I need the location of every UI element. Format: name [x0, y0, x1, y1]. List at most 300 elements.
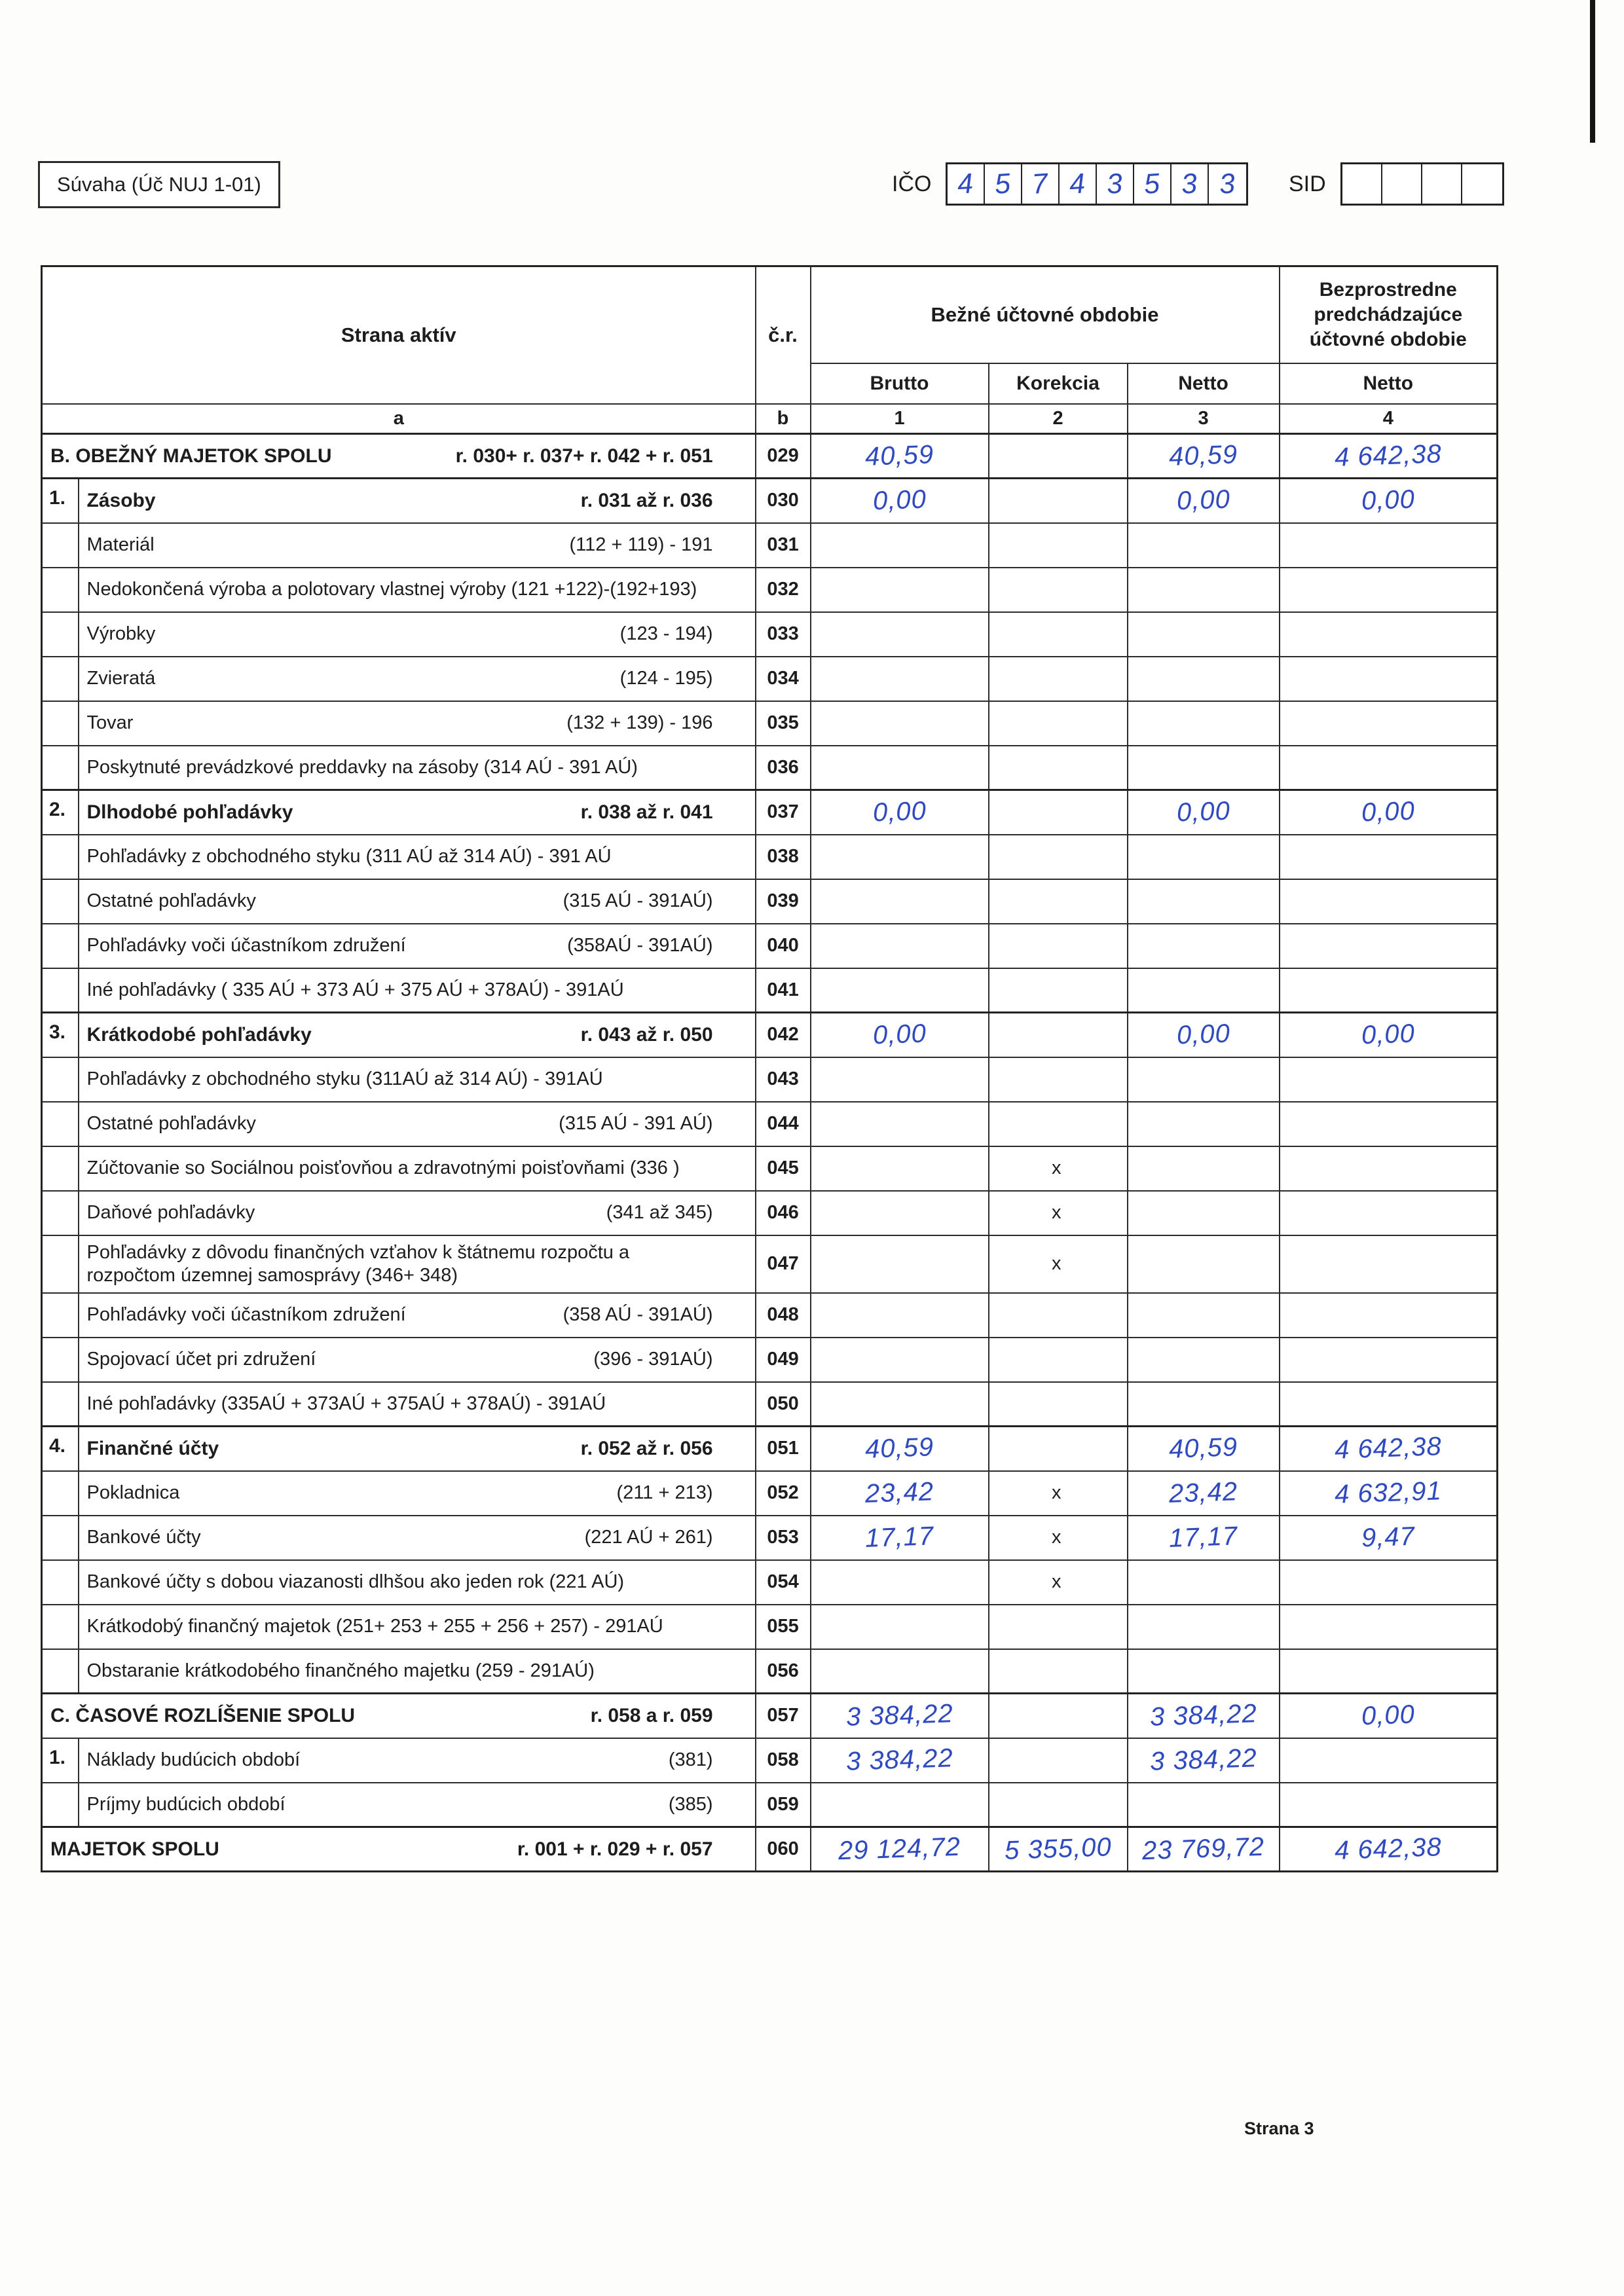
row-label-cell	[79, 790, 756, 835]
table-row	[42, 1191, 1498, 1235]
cell-netto	[1128, 968, 1280, 1013]
handwritten-value: 0,00	[1361, 796, 1416, 828]
ico-field-group	[892, 162, 1248, 206]
row-line-number: 039	[756, 879, 811, 924]
row-label: Materiál	[86, 534, 155, 555]
printed-x-mark: x	[1052, 1482, 1061, 1503]
cell-netto	[1128, 1235, 1280, 1293]
cell-brutto	[811, 968, 989, 1013]
row-section-number	[42, 1471, 79, 1516]
row-account-formula: (132 + 139) - 196	[566, 712, 713, 733]
cell-brutto	[811, 1102, 989, 1146]
cell-brutto	[811, 568, 989, 612]
cell-brutto	[811, 924, 989, 968]
row-line-number: 050	[756, 1382, 811, 1427]
handwritten-value: 3 384,22	[1149, 1743, 1258, 1776]
cell-netto-previous	[1280, 612, 1498, 657]
row-account-formula: (358 AÚ - 391AÚ)	[563, 1304, 713, 1325]
row-line-number: 042	[756, 1013, 811, 1057]
cell-korekcia	[989, 924, 1128, 968]
table-row	[42, 1146, 1498, 1191]
cell-netto-previous	[1280, 1605, 1498, 1649]
cell-netto-previous	[1280, 1516, 1498, 1560]
cell-netto-previous	[1280, 924, 1498, 968]
cell-korekcia	[989, 1560, 1128, 1605]
cell-netto-previous	[1280, 568, 1498, 612]
row-account-formula: (112 + 119) - 191	[569, 534, 713, 555]
table-row	[42, 1293, 1498, 1338]
row-section-number	[42, 1783, 79, 1827]
row-label-cell	[79, 835, 756, 879]
row-section-number	[42, 701, 79, 746]
row-label-cell	[79, 657, 756, 701]
handwritten-value: 0,00	[872, 796, 927, 828]
cell-netto	[1128, 1102, 1280, 1146]
cell-netto-previous	[1280, 1191, 1498, 1235]
row-line-number: 041	[756, 968, 811, 1013]
cell-netto-previous	[1280, 657, 1498, 701]
cell-netto-previous	[1280, 1649, 1498, 1694]
table-row	[42, 1516, 1498, 1560]
row-section-number	[42, 1382, 79, 1427]
scan-edge-artifact	[1590, 0, 1595, 143]
cell-brutto	[811, 1516, 989, 1560]
row-label-cell	[79, 1516, 756, 1560]
cell-netto	[1128, 1146, 1280, 1191]
cell-netto-previous	[1280, 1235, 1498, 1293]
row-label-cell	[79, 1738, 756, 1783]
cell-netto	[1128, 1382, 1280, 1427]
row-line-number: 049	[756, 1338, 811, 1382]
row-label: Krátkodobé pohľadávky	[86, 1024, 312, 1046]
row-label: Ostatné pohľadávky	[86, 890, 256, 911]
row-label-cell	[79, 479, 756, 523]
table-row	[42, 924, 1498, 968]
sid-label: SID	[1289, 171, 1326, 196]
row-label-cell	[79, 746, 756, 790]
row-account-formula: r. 058 a r. 059	[590, 1705, 713, 1727]
row-label: Náklady budúcich období	[86, 1749, 301, 1770]
row-label: Pohľadávky voči účastníkom združení	[86, 935, 406, 956]
cell-brutto	[811, 1382, 989, 1427]
row-label: Spojovací účet pri združení	[86, 1349, 316, 1370]
cell-netto-previous	[1280, 1338, 1498, 1382]
cell-korekcia	[989, 1013, 1128, 1057]
cell-korekcia	[989, 1293, 1128, 1338]
row-account-formula: (358AÚ - 391AÚ)	[567, 935, 713, 956]
printed-x-mark: x	[1052, 1253, 1061, 1274]
cell-brutto	[811, 1338, 989, 1382]
cell-korekcia	[989, 835, 1128, 879]
column-header-strana-aktiv: Strana aktív	[42, 266, 756, 404]
row-section-number	[42, 835, 79, 879]
cell-brutto	[811, 1471, 989, 1516]
table-row	[42, 1102, 1498, 1146]
row-label: Príjmy budúcich období	[86, 1793, 286, 1815]
row-label: Nedokončená výroba a polotovary vlastnej výroby (121 +122)-(192+193)	[86, 579, 697, 600]
handwritten-value: 23,42	[1168, 1477, 1238, 1508]
cell-korekcia	[989, 523, 1128, 568]
cell-brutto	[811, 1293, 989, 1338]
row-section-number	[42, 968, 79, 1013]
handwritten-value: 3 384,22	[845, 1743, 954, 1776]
cell-netto-previous	[1280, 790, 1498, 835]
row-line-number: 053	[756, 1516, 811, 1560]
column-header-netto-prev: Netto	[1280, 363, 1498, 404]
table-row	[42, 523, 1498, 568]
row-label: Iné pohľadávky ( 335 AÚ + 373 AÚ + 375 AÚ + 378AÚ) - 391AÚ	[86, 979, 624, 1000]
row-section-number	[42, 1102, 79, 1146]
table-row	[42, 1560, 1498, 1605]
row-account-formula: r. 001 + r. 029 + r. 057	[517, 1838, 713, 1860]
cell-netto-previous	[1280, 879, 1498, 924]
row-line-number: 038	[756, 835, 811, 879]
cell-netto-previous	[1280, 746, 1498, 790]
row-line-number: 032	[756, 568, 811, 612]
handwritten-value: 23,42	[864, 1477, 934, 1508]
row-account-formula: (381)	[668, 1749, 713, 1770]
cell-brutto	[811, 523, 989, 568]
cell-korekcia	[989, 1516, 1128, 1560]
row-account-formula: r. 030+ r. 037+ r. 042 + r. 051	[455, 445, 713, 467]
handwritten-value: 17,17	[1168, 1522, 1238, 1553]
column-letter-3: 3	[1128, 404, 1280, 434]
table-row	[42, 1235, 1498, 1293]
row-label: Výrobky	[86, 623, 156, 644]
table-row	[42, 1783, 1498, 1827]
ico-digit-box: 5	[985, 164, 1022, 204]
table-row	[42, 968, 1498, 1013]
row-line-number: 036	[756, 746, 811, 790]
row-line-number: 047	[756, 1235, 811, 1293]
row-section-number	[42, 1649, 79, 1694]
table-row	[42, 746, 1498, 790]
cell-netto-previous	[1280, 835, 1498, 879]
row-line-number: 033	[756, 612, 811, 657]
cell-korekcia	[989, 1471, 1128, 1516]
row-line-number: 051	[756, 1427, 811, 1471]
row-label-cell	[79, 1235, 756, 1293]
cell-korekcia	[989, 1382, 1128, 1427]
cell-korekcia	[989, 657, 1128, 701]
row-label: Zvieratá	[86, 668, 156, 689]
cell-korekcia	[989, 479, 1128, 523]
row-line-number: 059	[756, 1783, 811, 1827]
row-label-cell	[79, 1013, 756, 1057]
row-account-formula: (124 - 195)	[619, 668, 713, 689]
column-letter-2: 2	[989, 404, 1128, 434]
cell-netto-previous	[1280, 1694, 1498, 1738]
handwritten-value: 0,00	[1361, 484, 1416, 516]
row-section-number	[42, 612, 79, 657]
cell-korekcia	[989, 1191, 1128, 1235]
row-label-cell	[79, 1605, 756, 1649]
handwritten-value: 0,00	[1175, 484, 1231, 516]
row-label-cell	[79, 1191, 756, 1235]
row-line-number: 052	[756, 1471, 811, 1516]
cell-netto	[1128, 1827, 1280, 1872]
sid-digit-box	[1462, 164, 1502, 204]
cell-korekcia	[989, 879, 1128, 924]
row-line-number: 058	[756, 1738, 811, 1783]
row-account-formula: (341 až 345)	[606, 1202, 713, 1223]
table-row	[42, 1427, 1498, 1471]
cell-netto	[1128, 434, 1280, 479]
cell-netto-previous	[1280, 1293, 1498, 1338]
cell-brutto	[811, 835, 989, 879]
ico-digit-box: 3	[1097, 164, 1134, 204]
row-section-number	[42, 879, 79, 924]
cell-netto	[1128, 1649, 1280, 1694]
printed-x-mark: x	[1052, 1202, 1061, 1223]
row-account-formula: (315 AÚ - 391 AÚ)	[559, 1113, 713, 1134]
row-label-cell	[79, 1102, 756, 1146]
table-row	[42, 1338, 1498, 1382]
cell-brutto	[811, 1783, 989, 1827]
column-header-cr: č.r.	[756, 266, 811, 404]
cell-brutto	[811, 479, 989, 523]
cell-netto	[1128, 1516, 1280, 1560]
row-section-number	[42, 1338, 79, 1382]
row-label-cell	[79, 924, 756, 968]
cell-netto-previous	[1280, 523, 1498, 568]
row-label-cell	[79, 1471, 756, 1516]
cell-netto	[1128, 1057, 1280, 1102]
row-line-number: 056	[756, 1649, 811, 1694]
row-line-number: 030	[756, 479, 811, 523]
page-number: Strana 3	[1244, 2119, 1314, 2138]
printed-x-mark: x	[1052, 1527, 1061, 1548]
cell-brutto	[811, 1057, 989, 1102]
cell-korekcia	[989, 1694, 1128, 1738]
row-section-number: 4.	[42, 1427, 79, 1471]
row-label: Iné pohľadávky (335AÚ + 373AÚ + 375AÚ + 378AÚ) - 391AÚ	[86, 1393, 606, 1414]
row-section-number	[42, 523, 79, 568]
row-label: Daňové pohľadávky	[86, 1202, 255, 1223]
row-label: Pohľadávky z dôvodu finančných vzťahov k štátnemu rozpočtu a rozpočtom územnej samosprávy (346+ 348)	[86, 1241, 630, 1286]
handwritten-value: 0,00	[872, 1019, 927, 1050]
column-letter-1: 1	[811, 404, 989, 434]
handwritten-value: 40,59	[1168, 440, 1238, 471]
row-line-number: 054	[756, 1560, 811, 1605]
cell-netto	[1128, 924, 1280, 968]
table-row	[42, 701, 1498, 746]
table-row	[42, 1605, 1498, 1649]
cell-netto-previous	[1280, 968, 1498, 1013]
handwritten-value: 40,59	[1168, 1432, 1238, 1465]
table-row	[42, 657, 1498, 701]
table-row	[42, 434, 1498, 479]
handwritten-value: 0,00	[1361, 1019, 1416, 1050]
row-section-number	[42, 1605, 79, 1649]
column-header-current-period: Bežné účtovné obdobie	[811, 266, 1280, 363]
cell-brutto	[811, 1649, 989, 1694]
row-section-number	[42, 1560, 79, 1605]
cell-netto	[1128, 1738, 1280, 1783]
table-row	[42, 1471, 1498, 1516]
cell-netto	[1128, 1560, 1280, 1605]
row-section-number	[42, 1516, 79, 1560]
cell-netto-previous	[1280, 479, 1498, 523]
handwritten-value: 4 642,38	[1334, 439, 1443, 472]
cell-brutto	[811, 1694, 989, 1738]
row-label: Pokladnica	[86, 1482, 180, 1503]
row-section-number: 2.	[42, 790, 79, 835]
cell-brutto	[811, 1191, 989, 1235]
row-section-number	[42, 924, 79, 968]
cell-netto	[1128, 1694, 1280, 1738]
handwritten-value: 0,00	[1175, 1019, 1231, 1050]
cell-netto	[1128, 1605, 1280, 1649]
cell-netto	[1128, 612, 1280, 657]
row-account-formula: r. 052 až r. 056	[580, 1438, 713, 1460]
row-label: C. ČASOVÉ ROZLÍŠENIE SPOLU	[50, 1705, 356, 1727]
column-letter-b: b	[756, 404, 811, 434]
row-section-number	[42, 1191, 79, 1235]
table-row	[42, 479, 1498, 523]
cell-netto	[1128, 523, 1280, 568]
balance-table-body	[42, 434, 1498, 1872]
row-account-formula: (315 AÚ - 391AÚ)	[563, 890, 713, 911]
row-label-cell	[79, 1057, 756, 1102]
row-label: Dlhodobé pohľadávky	[86, 801, 293, 824]
cell-brutto	[811, 612, 989, 657]
cell-korekcia	[989, 790, 1128, 835]
row-line-number: 029	[756, 434, 811, 479]
handwritten-value: 23 769,72	[1141, 1832, 1265, 1866]
cell-korekcia	[989, 1146, 1128, 1191]
handwritten-value: 40,59	[864, 1432, 934, 1465]
ico-digit-box: 4	[948, 164, 985, 204]
row-label: B. OBEŽNÝ MAJETOK SPOLU	[50, 445, 332, 467]
row-section-number	[42, 657, 79, 701]
table-row	[42, 568, 1498, 612]
sid-digit-box	[1422, 164, 1462, 204]
sid-digit-box	[1342, 164, 1382, 204]
cell-netto	[1128, 1013, 1280, 1057]
row-label: Zúčtovanie so Sociálnou poisťovňou a zdravotnými poisťovňami (336 )	[86, 1157, 680, 1178]
row-section-number	[42, 1057, 79, 1102]
cell-brutto	[811, 1235, 989, 1293]
row-line-number: 060	[756, 1827, 811, 1872]
cell-netto	[1128, 1427, 1280, 1471]
row-label: Pohľadávky z obchodného styku (311 AÚ až 314 AÚ) - 391 AÚ	[86, 846, 612, 867]
cell-netto	[1128, 701, 1280, 746]
cell-netto-previous	[1280, 1013, 1498, 1057]
sid-field-group	[1289, 162, 1504, 206]
cell-netto-previous	[1280, 1427, 1498, 1471]
cell-netto-previous	[1280, 1827, 1498, 1872]
cell-korekcia	[989, 1102, 1128, 1146]
row-label-cell	[79, 701, 756, 746]
cell-brutto	[811, 657, 989, 701]
cell-brutto	[811, 746, 989, 790]
cell-netto	[1128, 790, 1280, 835]
cell-netto-previous	[1280, 1382, 1498, 1427]
row-section-number	[42, 1235, 79, 1293]
cell-korekcia	[989, 1057, 1128, 1102]
row-line-number: 055	[756, 1605, 811, 1649]
handwritten-value: 4 642,38	[1334, 1832, 1443, 1865]
handwritten-value: 3 384,22	[845, 1699, 954, 1732]
row-label-cell	[79, 1783, 756, 1827]
row-label-cell	[79, 1293, 756, 1338]
row-line-number: 044	[756, 1102, 811, 1146]
row-label-cell	[42, 434, 756, 479]
row-line-number: 035	[756, 701, 811, 746]
cell-korekcia	[989, 1738, 1128, 1783]
cell-brutto	[811, 1738, 989, 1783]
table-row	[42, 1382, 1498, 1427]
cell-brutto	[811, 879, 989, 924]
table-row	[42, 879, 1498, 924]
handwritten-value: 9,47	[1361, 1522, 1416, 1553]
cell-netto-previous	[1280, 434, 1498, 479]
cell-brutto	[811, 1013, 989, 1057]
handwritten-value: 29 124,72	[838, 1832, 961, 1866]
cell-brutto	[811, 1605, 989, 1649]
row-line-number: 037	[756, 790, 811, 835]
row-label-cell	[79, 568, 756, 612]
cell-brutto	[811, 1427, 989, 1471]
row-label-cell	[79, 879, 756, 924]
column-header-korekcia: Korekcia	[989, 363, 1128, 404]
row-account-formula: r. 038 až r. 041	[580, 801, 713, 824]
cell-netto-previous	[1280, 1102, 1498, 1146]
row-label: Tovar	[86, 712, 134, 733]
row-label: MAJETOK SPOLU	[50, 1838, 219, 1860]
row-section-number	[42, 1293, 79, 1338]
table-row	[42, 1694, 1498, 1738]
cell-korekcia	[989, 1649, 1128, 1694]
cell-netto-previous	[1280, 1057, 1498, 1102]
handwritten-value: 17,17	[864, 1522, 934, 1553]
cell-netto-previous	[1280, 701, 1498, 746]
row-label-cell	[79, 1338, 756, 1382]
handwritten-value: 0,00	[1361, 1700, 1416, 1731]
row-label: Obstaranie krátkodobého finančného majetku (259 - 291AÚ)	[86, 1660, 595, 1681]
row-label-cell	[79, 1146, 756, 1191]
row-line-number: 057	[756, 1694, 811, 1738]
column-header-brutto: Brutto	[811, 363, 989, 404]
cell-korekcia	[989, 434, 1128, 479]
cell-netto	[1128, 746, 1280, 790]
handwritten-value: 40,59	[864, 440, 934, 471]
row-section-number	[42, 568, 79, 612]
row-account-formula: (211 + 213)	[616, 1482, 713, 1503]
row-label: Krátkodobý finančný majetok (251+ 253 + 255 + 256 + 257) - 291AÚ	[86, 1616, 663, 1637]
row-label-cell	[79, 1382, 756, 1427]
row-line-number: 034	[756, 657, 811, 701]
cell-brutto	[811, 1560, 989, 1605]
handwritten-value: 0,00	[1175, 796, 1231, 828]
row-line-number: 043	[756, 1057, 811, 1102]
table-row	[42, 1649, 1498, 1694]
row-label-cell	[79, 968, 756, 1013]
printed-x-mark: x	[1052, 1571, 1061, 1592]
table-row	[42, 1827, 1498, 1872]
ico-digit-box: 4	[1060, 164, 1097, 204]
balance-table-head	[42, 266, 1498, 434]
sid-boxes	[1340, 162, 1504, 206]
cell-netto	[1128, 1471, 1280, 1516]
row-label: Ostatné pohľadávky	[86, 1113, 256, 1134]
cell-netto-previous	[1280, 1146, 1498, 1191]
cell-brutto	[811, 1146, 989, 1191]
cell-netto	[1128, 568, 1280, 612]
cell-korekcia	[989, 701, 1128, 746]
handwritten-value: 3 384,22	[1149, 1699, 1258, 1732]
